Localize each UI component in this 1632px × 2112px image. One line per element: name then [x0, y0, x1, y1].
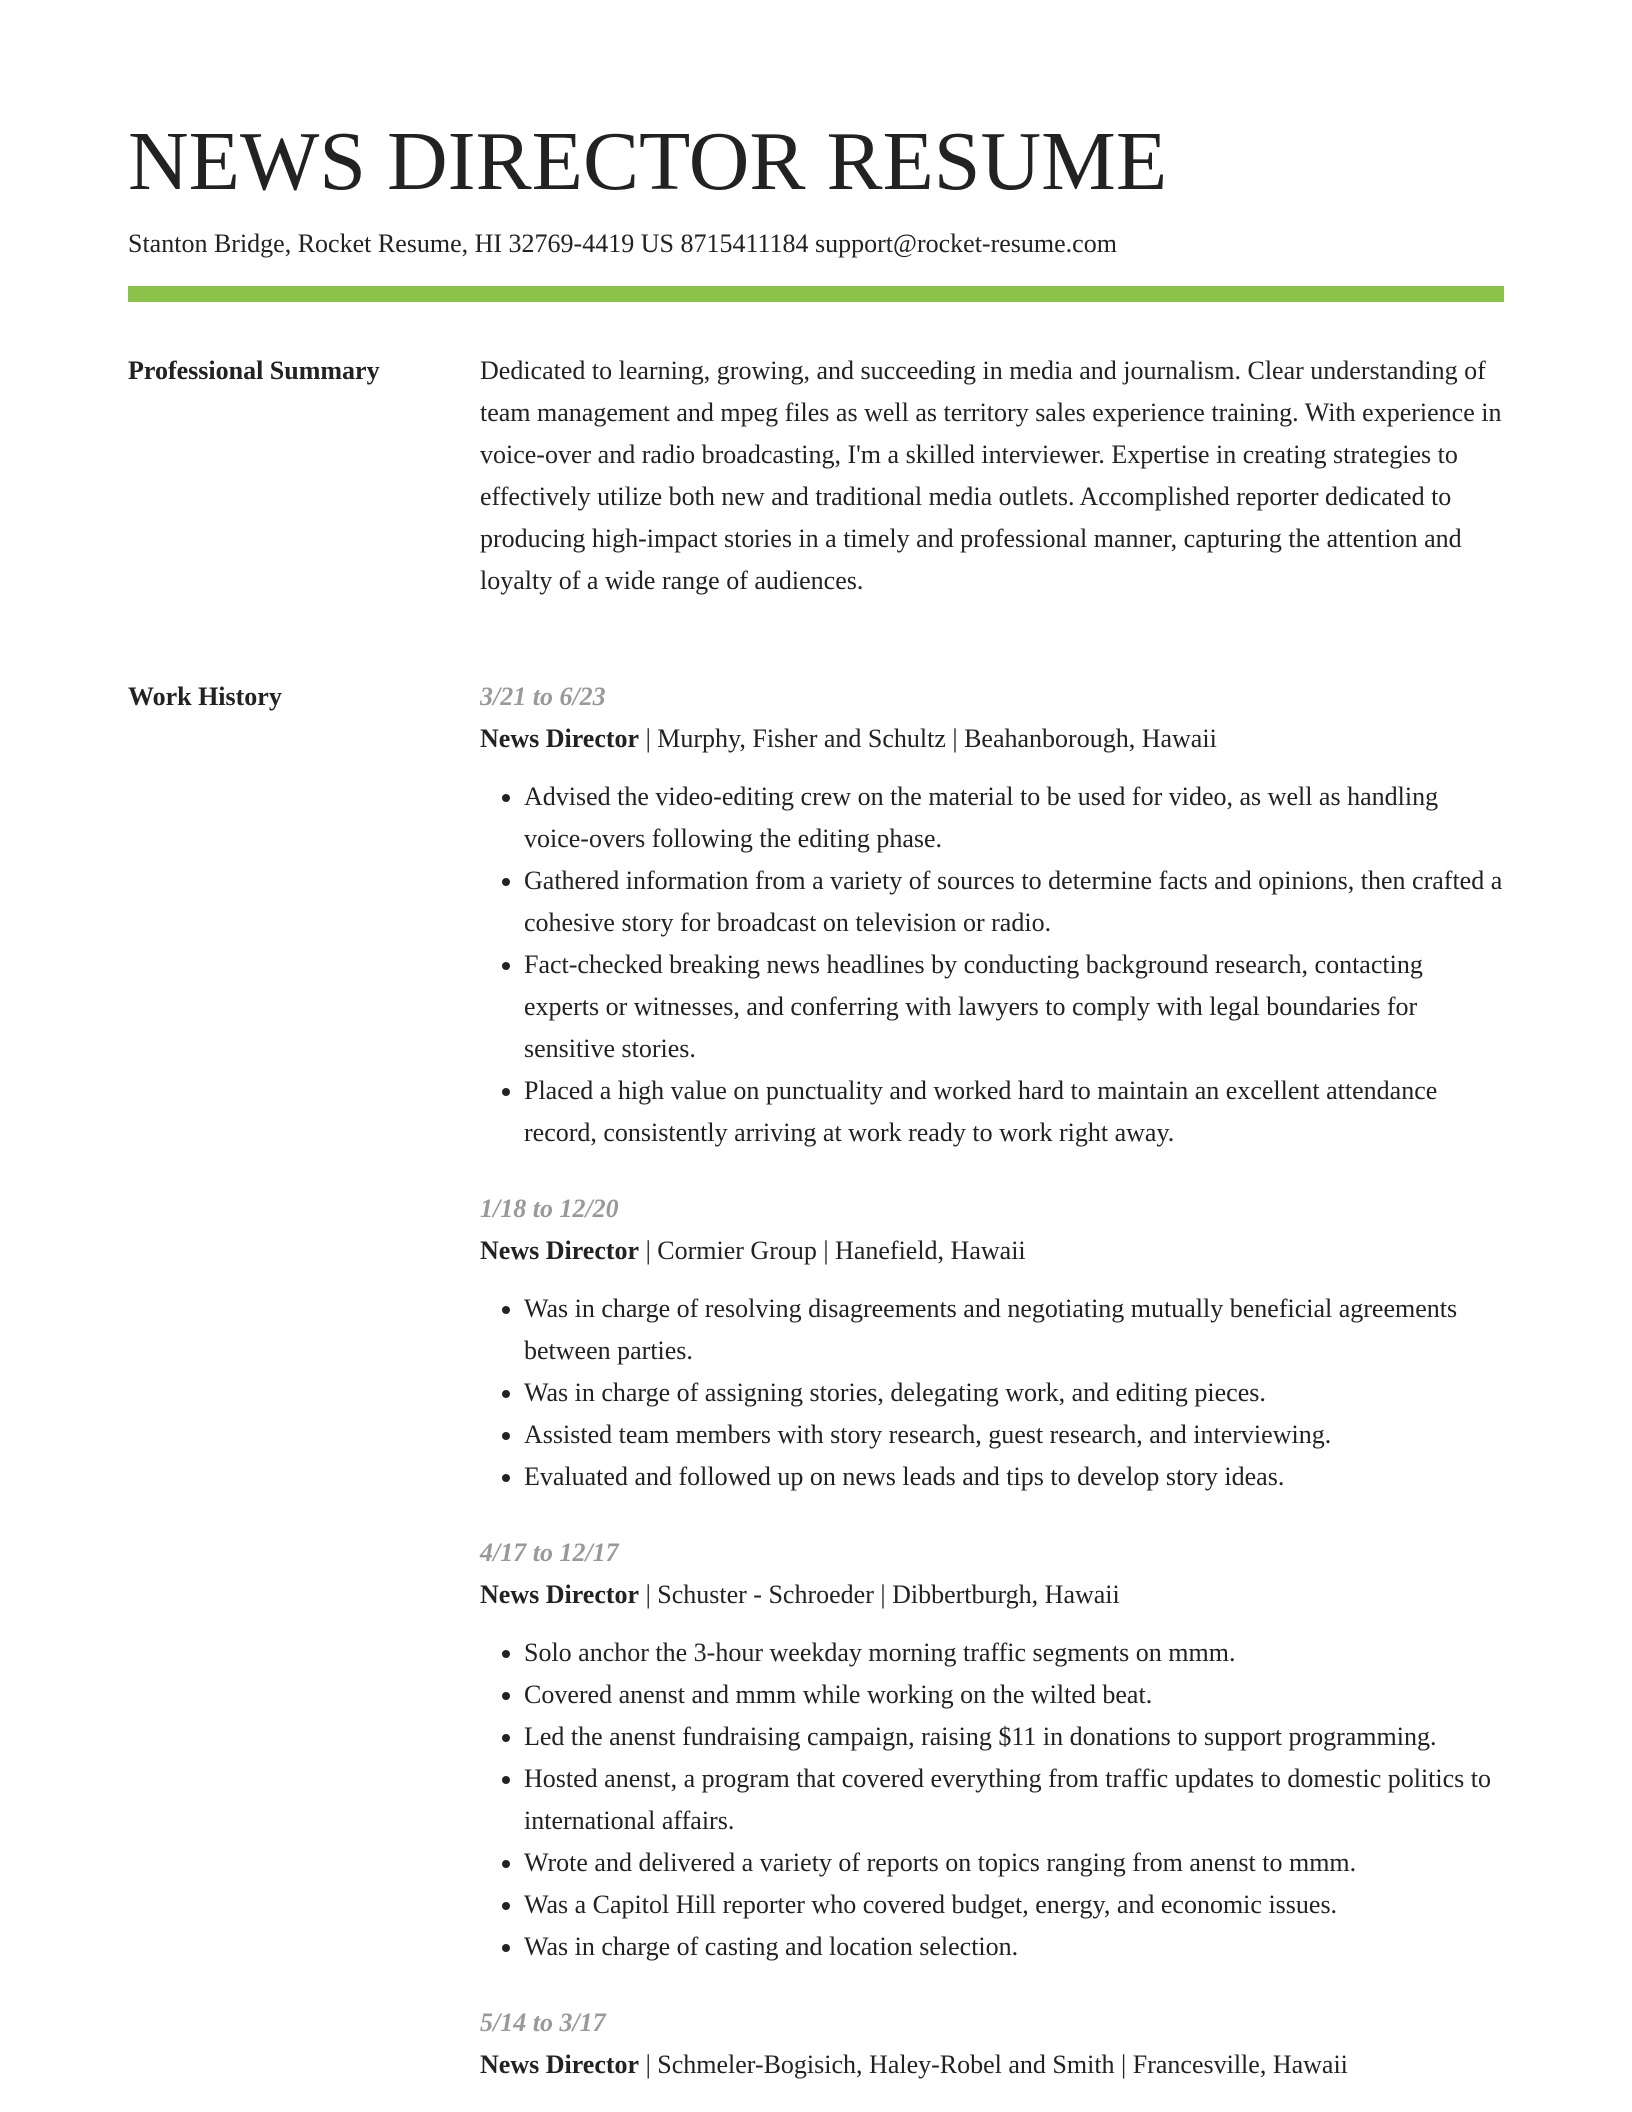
job-entry	[480, 676, 1504, 1154]
job-title: News Director	[480, 2050, 640, 2079]
job-responsibilities-list	[480, 776, 1504, 1154]
job-title: News Director	[480, 724, 640, 753]
job-heading	[480, 718, 1504, 760]
list-item: • Hosted anenst, a program that covered everything from traffic updates to domestic politics to international affairs.	[524, 1758, 1504, 1842]
job-heading	[480, 1230, 1504, 1272]
list-item: • Evaluated and followed up on news leads and tips to develop story ideas.	[524, 1456, 1504, 1498]
list-item: • Was in charge of casting and location selection.	[524, 1926, 1504, 1968]
section-label-work-history: Work History	[128, 682, 282, 711]
list-item: • Covered anenst and mmm while working on the wilted beat.	[524, 1674, 1504, 1716]
list-item: • Was a Capitol Hill reporter who covered budget, energy, and economic issues.	[524, 1884, 1504, 1926]
job-dates: 1/18 to 12/20	[480, 1194, 619, 1223]
resume-header	[128, 115, 1504, 261]
summary-text: Dedicated to learning, growing, and succeeding in media and journalism. Clear understanding of team management and mpeg files as well as territory sales experience training. With experience in voice-over and radio broadcasting, I'm a skilled interviewer. Expertise in creating strategies to effectively utilize both new and traditional media outlets. Accomplished reporter dedicated to producing high-impact stories in a timely and professional manner, capturing the attention and loyalty of a wide range of audiences.	[480, 356, 1502, 595]
contact-info: Stanton Bridge, Rocket Resume, HI 32769-4419 US 8715411184 support@rocket-resume.com	[128, 229, 1117, 258]
job-company-location: | Murphy, Fisher and Schultz | Beahanborough, Hawaii	[639, 724, 1217, 753]
list-item: • Was in charge of resolving disagreements and negotiating mutually beneficial agreements between parties.	[524, 1288, 1504, 1372]
work-history-content	[480, 676, 1504, 2112]
job-heading	[480, 2044, 1504, 2086]
list-item: • Advised the video-editing crew on the material to be used for video, as well as handling voice-overs following the editing phase.	[524, 776, 1504, 860]
page-title: NEWS DIRECTOR RESUME	[128, 115, 1168, 208]
job-dates: 4/17 to 12/17	[480, 1538, 619, 1567]
list-item: • Led the anenst fundraising campaign, raising $11 in donations to support programming.	[524, 1716, 1504, 1758]
job-title: News Director	[480, 1236, 640, 1265]
job-company-location: | Schmeler-Bogisich, Haley-Robel and Smith | Francesville, Hawaii	[639, 2050, 1348, 2079]
job-entry	[480, 2002, 1504, 2086]
section-label-summary: Professional Summary	[128, 356, 380, 385]
job-dates: 3/21 to 6/23	[480, 682, 606, 711]
list-item: • Placed a high value on punctuality and worked hard to maintain an excellent attendance record, consistently arriving at work ready to work right away.	[524, 1070, 1504, 1154]
job-company-location: | Schuster - Schroeder | Dibbertburgh, Hawaii	[639, 1580, 1120, 1609]
list-item: • Fact-checked breaking news headlines by conducting background research, contacting experts or witnesses, and conferring with lawyers to comply with legal boundaries for sensitive stories.	[524, 944, 1504, 1070]
job-entry	[480, 1188, 1504, 1498]
job-company-location: | Cormier Group | Hanefield, Hawaii	[639, 1236, 1026, 1265]
job-title: News Director	[480, 1580, 640, 1609]
job-responsibilities-list	[480, 1288, 1504, 1498]
list-item: • Assisted team members with story research, guest research, and interviewing.	[524, 1414, 1504, 1456]
job-heading	[480, 1574, 1504, 1616]
list-item: • Gathered information from a variety of sources to determine facts and opinions, then crafted a cohesive story for broadcast on television or radio.	[524, 860, 1504, 944]
job-entry	[480, 1532, 1504, 1968]
list-item: • Solo anchor the 3-hour weekday morning traffic segments on mmm.	[524, 1632, 1504, 1674]
list-item: • Was in charge of assigning stories, delegating work, and editing pieces.	[524, 1372, 1504, 1414]
job-responsibilities-list	[480, 1632, 1504, 1968]
header-divider	[128, 286, 1504, 302]
list-item: • Wrote and delivered a variety of reports on topics ranging from anenst to mmm.	[524, 1842, 1504, 1884]
job-dates: 5/14 to 3/17	[480, 2008, 606, 2037]
summary-content	[480, 350, 1504, 602]
